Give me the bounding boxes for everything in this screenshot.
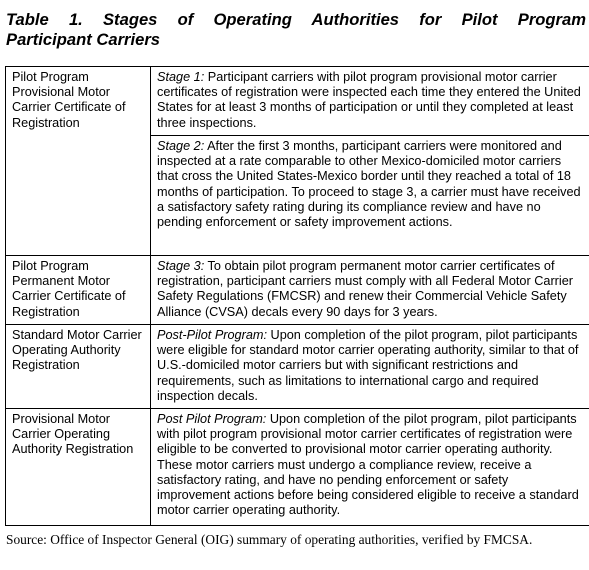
table-title-line-2: Participant Carriers xyxy=(6,30,161,49)
stage-label: Stage 1: xyxy=(157,70,205,84)
stage-description: Participant carriers with pilot program provisional motor carrier certificates of registration were inspected each time they entered the United States for at least 3 months of participation or until they completed at least three inspections. xyxy=(157,70,581,130)
table-row xyxy=(6,325,589,409)
stage-description: To obtain pilot program permanent motor carrier certificates of registration, participant carriers must comply with all Federal Motor Carrier Safety Regulations (FMCSR) and renew their Commercial Vehicle Safety Alliance (CVSA) decals every 90 days for 3 years. xyxy=(157,259,573,319)
stage-label: Stage 2: xyxy=(157,139,205,153)
stage-cell xyxy=(151,409,589,526)
stage-description: After the first 3 months, participant carriers were monitored and inspected at a rate comparable to other Mexico-domiciled motor carriers that cross the United States-Mexico border until they reached a total of 18 months of participation. To proceed to stage 3, a carrier must have received a satisfactory safety rating during its compliance review and have no pending enforcement or safety improvement actions. xyxy=(157,139,581,230)
stage-cell xyxy=(151,136,589,256)
stage-label: Stage 3: xyxy=(157,259,205,273)
table-title xyxy=(6,10,586,50)
authority-cell: Provisional Motor Carrier Operating Authority Registration xyxy=(6,409,151,526)
stage-cell xyxy=(151,325,589,409)
stage-description: Upon completion of the pilot program, pilot participants with pilot program provisional motor carrier certificates of registration were eligible to be converted to provisional motor carrier operating authority. These motor carriers must undergo a compliance review, receive a satisfactory rating, and have no pending enforcement or safety improvement actions before being considered eligible to receive a standard motor carrier operating authority. xyxy=(157,412,579,518)
stage-cell xyxy=(151,256,589,325)
stage-cell xyxy=(151,67,589,136)
authority-cell: Pilot Program Permanent Motor Carrier Certificate of Registration xyxy=(6,256,151,325)
table-row xyxy=(6,409,589,526)
table-row xyxy=(6,256,589,325)
authority-cell: Standard Motor Carrier Operating Authority Registration xyxy=(6,325,151,409)
source-note: Source: Office of Inspector General (OIG) summary of operating authorities, verified by FMCSA. xyxy=(6,532,533,547)
stage-label: Post Pilot Program: xyxy=(157,412,267,427)
authority-cell: Pilot Program Provisional Motor Carrier Certificate of Registration xyxy=(6,67,151,256)
operating-authorities-table xyxy=(5,66,589,526)
table-title-line-1: Table 1. Stages of Operating Authorities for Pilot Program xyxy=(6,10,586,29)
table-row xyxy=(6,67,589,136)
stage-description: Upon completion of the pilot program, pilot participants were eligible for standard motor carrier operating authority, similar to that of U.S.-domiciled motor carriers but with significant restrictions and requirements, such as limitations to international cargo and required inspection decals. xyxy=(157,328,579,403)
stage-label: Post-Pilot Program: xyxy=(157,328,267,342)
